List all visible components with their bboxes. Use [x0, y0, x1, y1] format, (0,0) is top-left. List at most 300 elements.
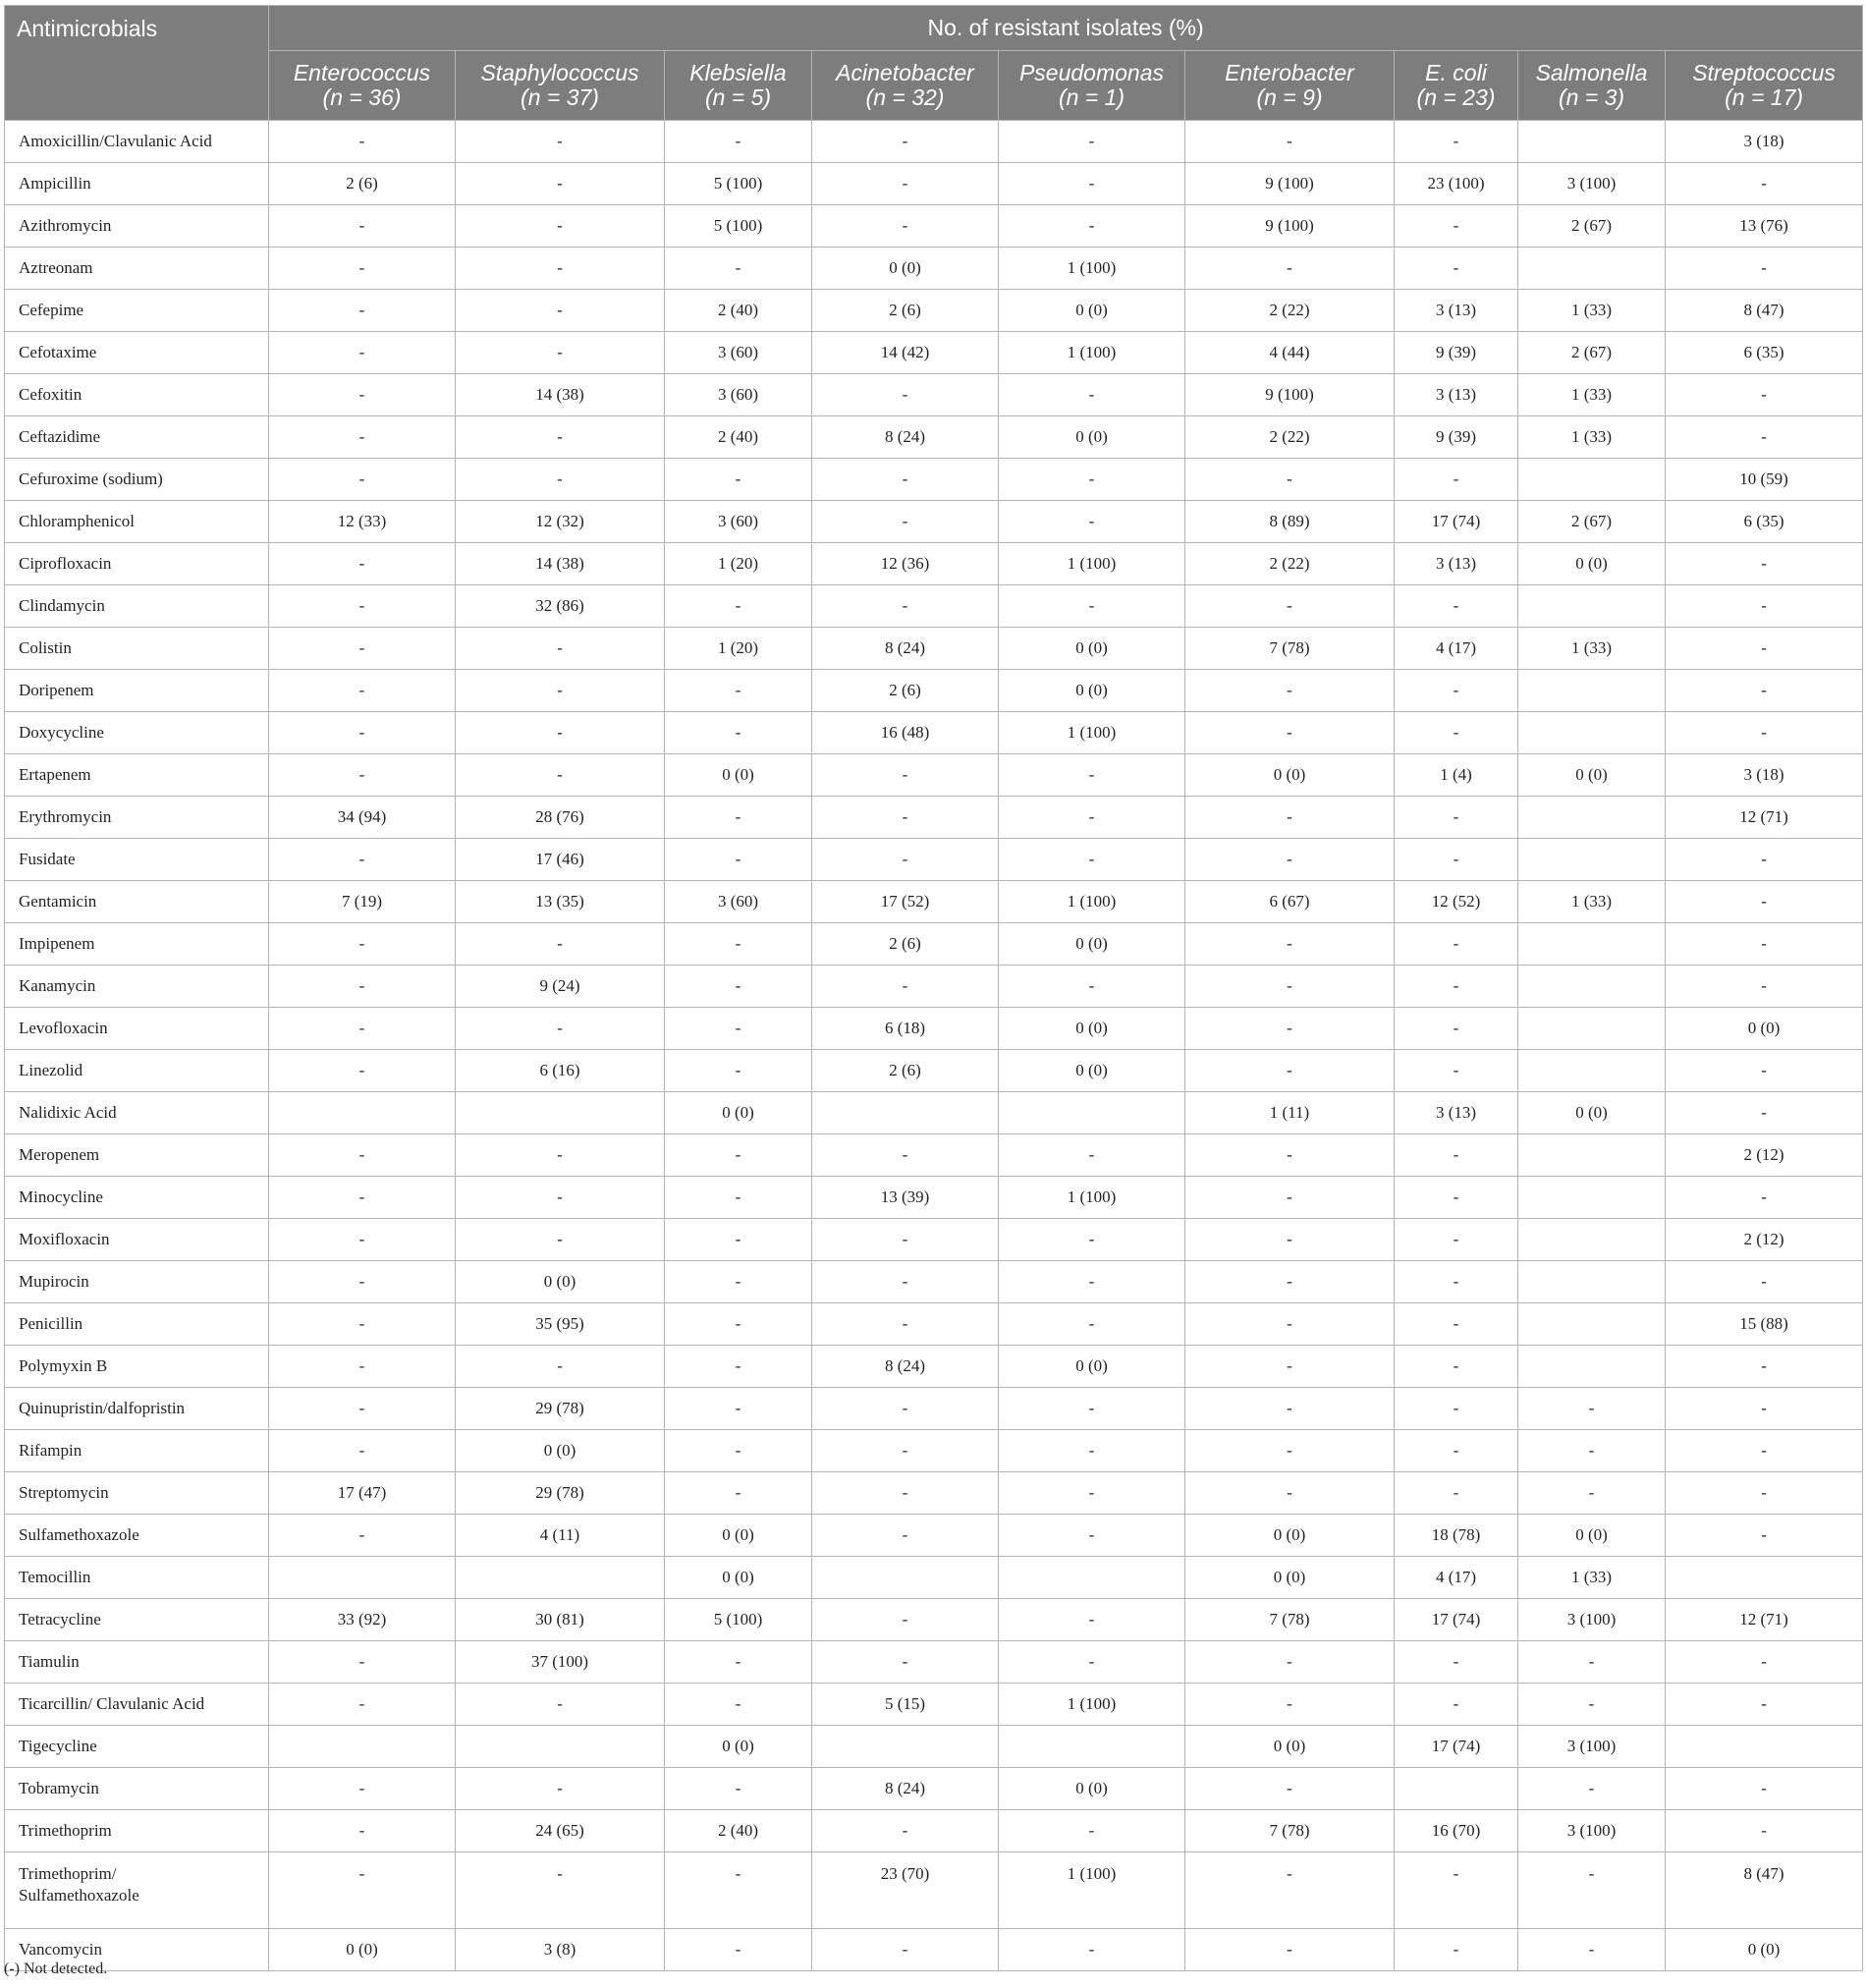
table-row: [5, 1515, 1863, 1557]
resistance-cell: -: [1518, 1684, 1666, 1726]
antimicrobial-name: Erythromycin: [5, 797, 269, 839]
antimicrobial-name: Vancomycin: [5, 1929, 269, 1971]
resistance-cell: 3 (13): [1395, 543, 1518, 585]
resistant-isolates-header: No. of resistant isolates (%): [269, 6, 1863, 51]
resistance-table-container: [4, 5, 1862, 1971]
resistance-cell: -: [269, 585, 456, 628]
resistance-cell: -: [1395, 1008, 1518, 1050]
resistance-cell: -: [1666, 1684, 1863, 1726]
resistance-cell: -: [999, 1388, 1185, 1430]
table-row: [5, 1050, 1863, 1092]
resistance-cell: -: [1395, 1641, 1518, 1684]
resistance-cell: 1 (100): [999, 248, 1185, 290]
resistance-cell: -: [456, 121, 665, 163]
resistance-cell: -: [999, 1929, 1185, 1971]
resistance-cell: [1518, 121, 1666, 163]
antimicrobial-name: Amoxicillin/Clavulanic Acid: [5, 121, 269, 163]
resistance-cell: -: [1395, 1134, 1518, 1177]
resistance-cell: -: [1518, 1430, 1666, 1472]
resistance-cell: -: [999, 163, 1185, 205]
resistance-cell: -: [1185, 670, 1395, 712]
resistance-cell: -: [665, 121, 812, 163]
resistance-cell: -: [665, 1430, 812, 1472]
resistance-cell: 4 (17): [1395, 628, 1518, 670]
resistance-cell: -: [1666, 374, 1863, 416]
resistance-cell: -: [456, 754, 665, 797]
resistance-cell: -: [665, 797, 812, 839]
resistance-cell: 0 (0): [665, 1092, 812, 1134]
resistance-cell: 3 (13): [1395, 290, 1518, 332]
resistance-cell: 2 (67): [1518, 332, 1666, 374]
resistance-cell: 1 (33): [1518, 374, 1666, 416]
resistance-cell: -: [1395, 1219, 1518, 1261]
resistance-cell: 1 (20): [665, 628, 812, 670]
table-row: [5, 1346, 1863, 1388]
resistance-cell: 2 (6): [812, 290, 999, 332]
resistance-cell: -: [1666, 585, 1863, 628]
table-row: [5, 1557, 1863, 1599]
column-header-acinetobacter: [812, 51, 999, 121]
resistance-cell: -: [812, 1810, 999, 1852]
resistance-cell: 0 (0): [1185, 1557, 1395, 1599]
resistance-cell: 0 (0): [665, 1557, 812, 1599]
resistance-cell: -: [269, 290, 456, 332]
antimicrobial-name: Levofloxacin: [5, 1008, 269, 1050]
resistance-cell: -: [1395, 1050, 1518, 1092]
resistance-cell: -: [269, 1177, 456, 1219]
resistance-cell: 0 (0): [665, 1515, 812, 1557]
resistance-cell: -: [665, 1852, 812, 1929]
antimicrobial-name: Quinupristin/dalfopristin: [5, 1388, 269, 1430]
resistance-cell: 8 (47): [1666, 290, 1863, 332]
resistance-cell: 6 (67): [1185, 881, 1395, 923]
resistance-cell: -: [1518, 1641, 1666, 1684]
resistance-cell: 0 (0): [665, 1726, 812, 1768]
resistance-cell: -: [1185, 1346, 1395, 1388]
resistance-cell: 2 (22): [1185, 290, 1395, 332]
resistance-cell: 8 (24): [812, 1768, 999, 1810]
resistance-cell: 6 (35): [1666, 332, 1863, 374]
antimicrobial-name: Linezolid: [5, 1050, 269, 1092]
resistance-cell: -: [1395, 712, 1518, 754]
antimicrobial-name: Azithromycin: [5, 205, 269, 248]
antimicrobial-name: Mupirocin: [5, 1261, 269, 1303]
resistance-cell: -: [1395, 670, 1518, 712]
column-header-staphylococcus: [456, 51, 665, 121]
resistance-cell: -: [999, 839, 1185, 881]
resistance-cell: -: [269, 1219, 456, 1261]
antimicrobial-name: Streptomycin: [5, 1472, 269, 1515]
resistance-cell: [1518, 1261, 1666, 1303]
resistance-cell: 0 (0): [999, 628, 1185, 670]
antimicrobial-name: Cefuroxime (sodium): [5, 459, 269, 501]
resistance-cell: -: [665, 1134, 812, 1177]
resistance-cell: 3 (18): [1666, 754, 1863, 797]
resistance-cell: -: [1666, 1261, 1863, 1303]
resistance-cell: -: [1666, 1472, 1863, 1515]
resistance-cell: 12 (71): [1666, 797, 1863, 839]
resistance-cell: 5 (15): [812, 1684, 999, 1726]
resistance-cell: 3 (100): [1518, 163, 1666, 205]
resistance-cell: 1 (33): [1518, 881, 1666, 923]
resistance-cell: 7 (78): [1185, 1810, 1395, 1852]
resistance-cell: -: [1185, 459, 1395, 501]
resistance-cell: 1 (11): [1185, 1092, 1395, 1134]
resistance-cell: 29 (78): [456, 1388, 665, 1430]
resistance-cell: -: [999, 1261, 1185, 1303]
resistance-cell: -: [999, 1810, 1185, 1852]
resistance-cell: -: [1395, 1303, 1518, 1346]
resistance-cell: [1518, 712, 1666, 754]
resistance-cell: -: [1185, 966, 1395, 1008]
resistance-cell: [1666, 1557, 1863, 1599]
table-row: [5, 1810, 1863, 1852]
resistance-cell: -: [1185, 248, 1395, 290]
resistance-cell: [1518, 1303, 1666, 1346]
resistance-cell: 29 (78): [456, 1472, 665, 1515]
resistance-cell: -: [1518, 1472, 1666, 1515]
antimicrobial-name: Doxycycline: [5, 712, 269, 754]
resistance-cell: -: [665, 712, 812, 754]
resistance-cell: [1518, 670, 1666, 712]
resistance-cell: -: [812, 839, 999, 881]
resistance-cell: 0 (0): [999, 1346, 1185, 1388]
table-row: [5, 1219, 1863, 1261]
resistance-cell: 1 (33): [1518, 416, 1666, 459]
resistance-cell: -: [812, 966, 999, 1008]
genus-name: Acinetobacter: [836, 60, 974, 85]
column-header-klebsiella: [665, 51, 812, 121]
resistance-cell: -: [665, 923, 812, 966]
resistance-cell: -: [269, 923, 456, 966]
table-row: [5, 1092, 1863, 1134]
resistance-cell: -: [1666, 670, 1863, 712]
resistance-cell: -: [1395, 248, 1518, 290]
resistance-cell: -: [456, 670, 665, 712]
resistance-cell: 17 (52): [812, 881, 999, 923]
resistance-cell: -: [1185, 1430, 1395, 1472]
resistance-cell: -: [269, 416, 456, 459]
footnote: (-) Not detected.: [4, 1960, 108, 1977]
resistance-cell: 3 (100): [1518, 1599, 1666, 1641]
resistance-cell: 17 (74): [1395, 501, 1518, 543]
antimicrobial-name: Sulfamethoxazole: [5, 1515, 269, 1557]
resistance-cell: 0 (0): [999, 923, 1185, 966]
resistance-cell: -: [665, 1008, 812, 1050]
resistance-cell: [999, 1726, 1185, 1768]
table-row: [5, 1388, 1863, 1430]
resistance-cell: -: [1518, 1852, 1666, 1929]
resistance-cell: -: [1666, 248, 1863, 290]
resistance-cell: 3 (13): [1395, 1092, 1518, 1134]
resistance-cell: 2 (22): [1185, 543, 1395, 585]
resistance-cell: 6 (35): [1666, 501, 1863, 543]
resistance-cell: -: [999, 754, 1185, 797]
resistance-cell: 1 (100): [999, 543, 1185, 585]
resistance-cell: [269, 1092, 456, 1134]
resistance-cell: -: [665, 1929, 812, 1971]
resistance-cell: -: [1185, 1852, 1395, 1929]
genus-name: Enterobacter: [1225, 60, 1354, 85]
resistance-cell: -: [1666, 966, 1863, 1008]
resistance-cell: 6 (16): [456, 1050, 665, 1092]
resistance-cell: 35 (95): [456, 1303, 665, 1346]
resistance-cell: -: [269, 1303, 456, 1346]
resistance-cell: [812, 1092, 999, 1134]
resistance-cell: -: [456, 628, 665, 670]
resistance-cell: 0 (0): [269, 1929, 456, 1971]
resistance-cell: -: [812, 1929, 999, 1971]
table-row: [5, 1852, 1863, 1929]
resistance-cell: -: [665, 1219, 812, 1261]
resistance-cell: -: [269, 1768, 456, 1810]
resistance-cell: -: [999, 205, 1185, 248]
resistance-cell: 2 (6): [812, 1050, 999, 1092]
resistance-cell: 0 (0): [1518, 1515, 1666, 1557]
resistance-cell: 34 (94): [269, 797, 456, 839]
resistance-cell: -: [1666, 1768, 1863, 1810]
table-row: [5, 839, 1863, 881]
resistance-cell: 3 (13): [1395, 374, 1518, 416]
resistance-cell: -: [1185, 712, 1395, 754]
antimicrobial-name: Cefotaxime: [5, 332, 269, 374]
antimicrobial-name: Gentamicin: [5, 881, 269, 923]
resistance-cell: -: [456, 248, 665, 290]
resistance-cell: -: [269, 1346, 456, 1388]
isolate-count: (n = 37): [521, 84, 599, 110]
isolate-count: (n = 36): [322, 84, 402, 110]
resistance-cell: -: [456, 712, 665, 754]
resistance-cell: 23 (100): [1395, 163, 1518, 205]
antimicrobial-name: Meropenem: [5, 1134, 269, 1177]
resistance-cell: -: [665, 1684, 812, 1726]
resistance-cell: 28 (76): [456, 797, 665, 839]
resistance-cell: -: [665, 1303, 812, 1346]
resistance-cell: [1518, 839, 1666, 881]
resistance-cell: -: [1395, 205, 1518, 248]
resistance-cell: 12 (71): [1666, 1599, 1863, 1641]
table-row: [5, 1261, 1863, 1303]
resistance-cell: 17 (46): [456, 839, 665, 881]
resistance-cell: 8 (89): [1185, 501, 1395, 543]
antimicrobial-name: Chloramphenicol: [5, 501, 269, 543]
resistance-cell: -: [999, 1430, 1185, 1472]
genus-name: Pseudomonas: [1018, 60, 1165, 85]
table-row: [5, 628, 1863, 670]
resistance-cell: 13 (76): [1666, 205, 1863, 248]
column-header-enterococcus: [269, 51, 456, 121]
antimicrobial-name: Tobramycin: [5, 1768, 269, 1810]
resistance-cell: -: [1518, 1388, 1666, 1430]
resistance-cell: -: [269, 1852, 456, 1929]
antimicrobial-name: Clindamycin: [5, 585, 269, 628]
resistance-cell: -: [812, 121, 999, 163]
resistance-cell: -: [812, 374, 999, 416]
resistance-cell: 30 (81): [456, 1599, 665, 1641]
resistance-cell: -: [665, 1346, 812, 1388]
resistance-cell: -: [456, 1852, 665, 1929]
resistance-cell: -: [665, 1641, 812, 1684]
resistance-cell: 14 (38): [456, 374, 665, 416]
isolate-count: (n = 1): [1058, 84, 1125, 110]
resistance-cell: -: [1185, 585, 1395, 628]
resistance-cell: -: [456, 416, 665, 459]
resistance-cell: -: [456, 332, 665, 374]
resistance-cell: -: [1666, 163, 1863, 205]
resistance-cell: -: [1518, 1929, 1666, 1971]
resistance-cell: -: [1185, 923, 1395, 966]
resistance-cell: -: [269, 1008, 456, 1050]
resistance-cell: 0 (0): [999, 1008, 1185, 1050]
resistance-cell: -: [1185, 1219, 1395, 1261]
resistance-cell: 8 (24): [812, 416, 999, 459]
isolate-count: (n = 32): [865, 84, 945, 110]
resistance-cell: -: [665, 1050, 812, 1092]
resistance-cell: 1 (20): [665, 543, 812, 585]
resistance-cell: [456, 1092, 665, 1134]
resistance-cell: -: [1666, 1641, 1863, 1684]
isolate-count: (n = 17): [1725, 84, 1804, 110]
resistance-cell: -: [269, 1050, 456, 1092]
resistance-cell: -: [665, 1261, 812, 1303]
resistance-cell: -: [456, 290, 665, 332]
antimicrobial-name: Tigecycline: [5, 1726, 269, 1768]
resistance-cell: -: [665, 1768, 812, 1810]
resistance-cell: -: [1185, 839, 1395, 881]
resistance-cell: -: [269, 543, 456, 585]
resistance-cell: 12 (52): [1395, 881, 1518, 923]
resistance-cell: 4 (11): [456, 1515, 665, 1557]
resistance-cell: 2 (40): [665, 416, 812, 459]
resistance-cell: -: [269, 205, 456, 248]
resistance-cell: -: [269, 121, 456, 163]
resistance-cell: -: [1666, 1388, 1863, 1430]
resistance-cell: -: [812, 163, 999, 205]
resistance-cell: 37 (100): [456, 1641, 665, 1684]
table-row: [5, 121, 1863, 163]
resistance-cell: -: [812, 1515, 999, 1557]
resistance-cell: -: [1666, 712, 1863, 754]
resistance-cell: 13 (35): [456, 881, 665, 923]
resistance-cell: -: [1666, 1515, 1863, 1557]
resistance-cell: 1 (100): [999, 1852, 1185, 1929]
resistance-cell: -: [456, 459, 665, 501]
resistance-cell: 4 (44): [1185, 332, 1395, 374]
resistance-cell: -: [1395, 923, 1518, 966]
antimicrobial-name: Ertapenem: [5, 754, 269, 797]
isolate-count: (n = 5): [704, 84, 772, 110]
resistance-cell: -: [1185, 1008, 1395, 1050]
resistance-cell: -: [1666, 1810, 1863, 1852]
resistance-cell: 0 (0): [1666, 1929, 1863, 1971]
resistance-cell: 0 (0): [665, 754, 812, 797]
antimicrobial-name: Cefepime: [5, 290, 269, 332]
resistance-cell: 3 (60): [665, 332, 812, 374]
resistance-cell: -: [1395, 1430, 1518, 1472]
antimicrobial-name: Ciprofloxacin: [5, 543, 269, 585]
table-row: [5, 332, 1863, 374]
resistance-cell: [1518, 1219, 1666, 1261]
resistance-cell: 0 (0): [1518, 543, 1666, 585]
antimicrobial-name: Penicillin: [5, 1303, 269, 1346]
table-row: [5, 543, 1863, 585]
resistance-cell: -: [1666, 839, 1863, 881]
resistance-cell: -: [812, 1641, 999, 1684]
resistance-cell: -: [269, 1430, 456, 1472]
resistance-cell: -: [812, 1472, 999, 1515]
resistance-cell: -: [269, 459, 456, 501]
resistance-cell: 1 (33): [1518, 628, 1666, 670]
table-row: [5, 205, 1863, 248]
column-header-salmonella: [1518, 51, 1666, 121]
resistance-cell: -: [1666, 923, 1863, 966]
resistance-cell: -: [456, 1177, 665, 1219]
resistance-cell: -: [1185, 1929, 1395, 1971]
resistance-cell: 12 (33): [269, 501, 456, 543]
resistance-cell: 9 (39): [1395, 416, 1518, 459]
resistance-cell: [269, 1557, 456, 1599]
resistance-cell: -: [1185, 1641, 1395, 1684]
resistance-cell: -: [1666, 1430, 1863, 1472]
table-row: [5, 1303, 1863, 1346]
resistance-cell: -: [269, 1261, 456, 1303]
resistance-table: [4, 5, 1863, 1971]
resistance-cell: 2 (40): [665, 1810, 812, 1852]
table-row: [5, 1929, 1863, 1971]
resistance-cell: -: [456, 163, 665, 205]
resistance-cell: 3 (8): [456, 1929, 665, 1971]
resistance-cell: -: [1185, 1388, 1395, 1430]
table-row: [5, 585, 1863, 628]
resistance-cell: -: [269, 628, 456, 670]
resistance-cell: 1 (100): [999, 332, 1185, 374]
resistance-cell: 9 (100): [1185, 205, 1395, 248]
resistance-cell: -: [1185, 1684, 1395, 1726]
resistance-cell: -: [665, 1388, 812, 1430]
resistance-cell: -: [1185, 1134, 1395, 1177]
antimicrobials-header: Antimicrobials: [5, 6, 269, 121]
antimicrobial-name: Moxifloxacin: [5, 1219, 269, 1261]
genus-name: E. coli: [1425, 60, 1487, 85]
antimicrobial-name: Nalidixic Acid: [5, 1092, 269, 1134]
resistance-cell: -: [1185, 1472, 1395, 1515]
resistance-cell: 10 (59): [1666, 459, 1863, 501]
resistance-cell: 9 (100): [1185, 374, 1395, 416]
resistance-cell: -: [812, 1134, 999, 1177]
antimicrobial-name: Ceftazidime: [5, 416, 269, 459]
resistance-cell: 2 (12): [1666, 1219, 1863, 1261]
resistance-cell: -: [812, 1303, 999, 1346]
resistance-cell: [1518, 248, 1666, 290]
resistance-cell: -: [269, 1641, 456, 1684]
resistance-cell: 4 (17): [1395, 1557, 1518, 1599]
resistance-cell: [1518, 966, 1666, 1008]
table-row: [5, 712, 1863, 754]
resistance-cell: 3 (18): [1666, 121, 1863, 163]
resistance-cell: 6 (18): [812, 1008, 999, 1050]
resistance-cell: [456, 1726, 665, 1768]
resistance-cell: -: [999, 1515, 1185, 1557]
resistance-cell: 1 (33): [1518, 290, 1666, 332]
resistance-cell: [812, 1726, 999, 1768]
table-row: [5, 163, 1863, 205]
resistance-cell: -: [812, 1430, 999, 1472]
antimicrobial-name: Polymyxin B: [5, 1346, 269, 1388]
genus-name: Enterococcus: [293, 60, 431, 85]
antimicrobial-name: Rifampin: [5, 1430, 269, 1472]
resistance-cell: -: [269, 1515, 456, 1557]
antimicrobial-name: Kanamycin: [5, 966, 269, 1008]
